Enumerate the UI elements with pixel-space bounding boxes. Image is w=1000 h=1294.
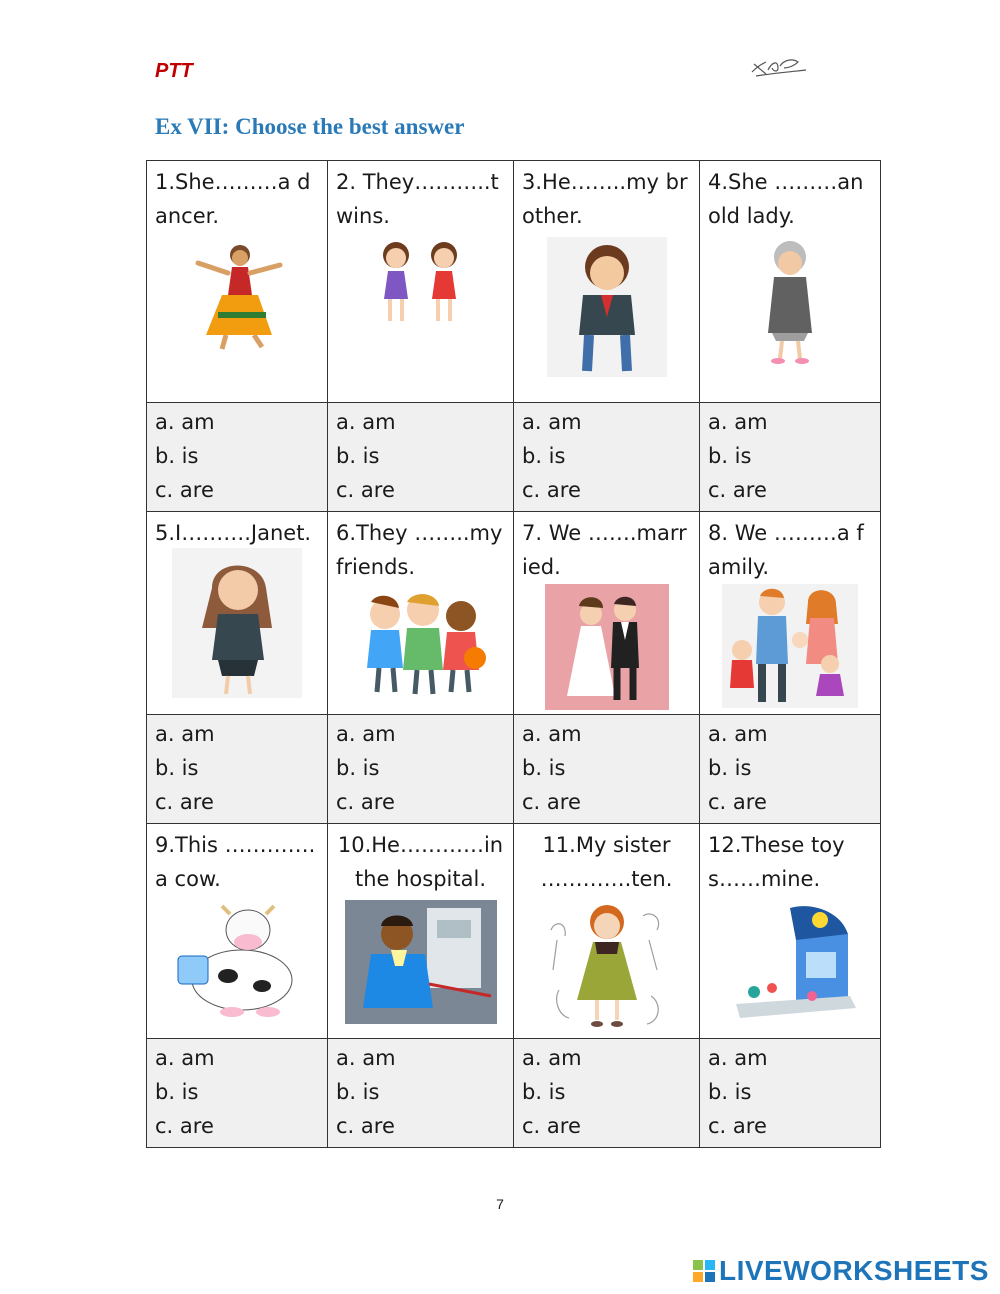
liveworksheets-logo-icon bbox=[692, 1259, 716, 1283]
options-cell bbox=[514, 1039, 700, 1148]
option-a[interactable]: a. am bbox=[708, 1046, 768, 1070]
option-b[interactable]: b. is bbox=[155, 756, 199, 780]
option-b[interactable]: b. is bbox=[708, 444, 752, 468]
options-cell bbox=[700, 403, 881, 512]
options-cell bbox=[147, 403, 328, 512]
question-text: 1.She………a dancer. bbox=[155, 170, 311, 228]
options-cell bbox=[700, 1039, 881, 1148]
options-row bbox=[147, 715, 881, 824]
cartoon-cow-image bbox=[172, 900, 302, 1020]
options-cell bbox=[700, 715, 881, 824]
question-text: 4.She ………an old lady. bbox=[708, 170, 864, 228]
question-text: 3.He……..my brother. bbox=[522, 170, 688, 228]
indian-dancer-image bbox=[182, 237, 292, 355]
question-cell bbox=[147, 824, 328, 1039]
question-text: 10.He…………in the hospital. bbox=[337, 833, 504, 891]
question-cell bbox=[147, 512, 328, 715]
group-of-kids-image bbox=[351, 588, 491, 700]
option-c[interactable]: c. are bbox=[336, 790, 395, 814]
question-cell bbox=[328, 512, 514, 715]
options-cell bbox=[328, 715, 514, 824]
wedding-couple-image bbox=[545, 584, 669, 710]
option-b[interactable]: b. is bbox=[336, 444, 380, 468]
toy-house-image bbox=[720, 900, 860, 1024]
option-a[interactable]: a. am bbox=[336, 1046, 396, 1070]
question-text: 11.My sister ………….ten. bbox=[540, 833, 673, 891]
option-c[interactable]: c. are bbox=[336, 1114, 395, 1138]
question-text: 9.This ………….a cow. bbox=[155, 833, 316, 891]
question-cell bbox=[147, 161, 328, 403]
options-cell bbox=[328, 403, 514, 512]
option-b[interactable]: b. is bbox=[155, 444, 199, 468]
option-b[interactable]: b. is bbox=[708, 756, 752, 780]
question-text: 5.I……….Janet. bbox=[155, 521, 312, 545]
question-cell bbox=[328, 161, 514, 403]
options-row bbox=[147, 1039, 881, 1148]
question-text: 2. They………..twins. bbox=[336, 170, 499, 228]
question-row bbox=[147, 161, 881, 403]
option-c[interactable]: c. are bbox=[708, 790, 767, 814]
options-cell bbox=[514, 403, 700, 512]
girl-doll-image bbox=[539, 900, 675, 1034]
option-b[interactable]: b. is bbox=[522, 1080, 566, 1104]
business-woman-image bbox=[172, 548, 302, 698]
question-cell bbox=[328, 824, 514, 1039]
header-label: PTT bbox=[155, 60, 193, 82]
question-text: 6.They ……..my friends. bbox=[336, 521, 503, 579]
option-c[interactable]: c. are bbox=[522, 1114, 581, 1138]
option-b[interactable]: b. is bbox=[155, 1080, 199, 1104]
page-number: 7 bbox=[496, 1196, 504, 1212]
exercise-title: Ex VII: Choose the best answer bbox=[155, 114, 465, 139]
question-cell bbox=[700, 161, 881, 403]
question-cell bbox=[700, 824, 881, 1039]
question-cell bbox=[700, 512, 881, 715]
option-a[interactable]: a. am bbox=[336, 722, 396, 746]
option-a[interactable]: a. am bbox=[522, 1046, 582, 1070]
option-c[interactable]: c. are bbox=[155, 790, 214, 814]
options-cell bbox=[147, 1039, 328, 1148]
option-a[interactable]: a. am bbox=[336, 410, 396, 434]
question-row bbox=[147, 512, 881, 715]
option-c[interactable]: c. are bbox=[708, 478, 767, 502]
question-cell bbox=[514, 824, 700, 1039]
option-c[interactable]: c. are bbox=[155, 478, 214, 502]
family-image bbox=[722, 584, 858, 708]
option-b[interactable]: b. is bbox=[522, 756, 566, 780]
option-a[interactable]: a. am bbox=[155, 410, 215, 434]
option-c[interactable]: c. are bbox=[336, 478, 395, 502]
option-b[interactable]: b. is bbox=[522, 444, 566, 468]
question-text: 12.These toys……mine. bbox=[708, 833, 845, 891]
options-cell bbox=[147, 715, 328, 824]
old-lady-image bbox=[750, 237, 830, 367]
option-c[interactable]: c. are bbox=[155, 1114, 214, 1138]
options-cell bbox=[328, 1039, 514, 1148]
options-cell bbox=[514, 715, 700, 824]
option-b[interactable]: b. is bbox=[336, 1080, 380, 1104]
liveworksheets-brand bbox=[692, 1255, 989, 1287]
option-b[interactable]: b. is bbox=[708, 1080, 752, 1104]
option-a[interactable]: a. am bbox=[522, 410, 582, 434]
man-in-hospital-image bbox=[345, 900, 497, 1024]
question-text: 8. We ………a family. bbox=[708, 521, 864, 579]
boy-jacket-image bbox=[547, 237, 667, 377]
question-cell bbox=[514, 512, 700, 715]
option-c[interactable]: c. are bbox=[522, 790, 581, 814]
twin-girls-image bbox=[366, 237, 476, 327]
option-a[interactable]: a. am bbox=[708, 410, 768, 434]
option-a[interactable]: a. am bbox=[155, 1046, 215, 1070]
question-cell bbox=[514, 161, 700, 403]
option-b[interactable]: b. is bbox=[336, 756, 380, 780]
option-c[interactable]: c. are bbox=[522, 478, 581, 502]
question-text: 7. We …….married. bbox=[522, 521, 687, 579]
options-row bbox=[147, 403, 881, 512]
signature bbox=[748, 52, 810, 80]
option-a[interactable]: a. am bbox=[708, 722, 768, 746]
option-a[interactable]: a. am bbox=[155, 722, 215, 746]
question-row bbox=[147, 824, 881, 1039]
option-c[interactable]: c. are bbox=[708, 1114, 767, 1138]
option-a[interactable]: a. am bbox=[522, 722, 582, 746]
exercise-table bbox=[146, 160, 881, 1148]
brand-name: LIVEWORKSHEETS bbox=[719, 1255, 989, 1286]
